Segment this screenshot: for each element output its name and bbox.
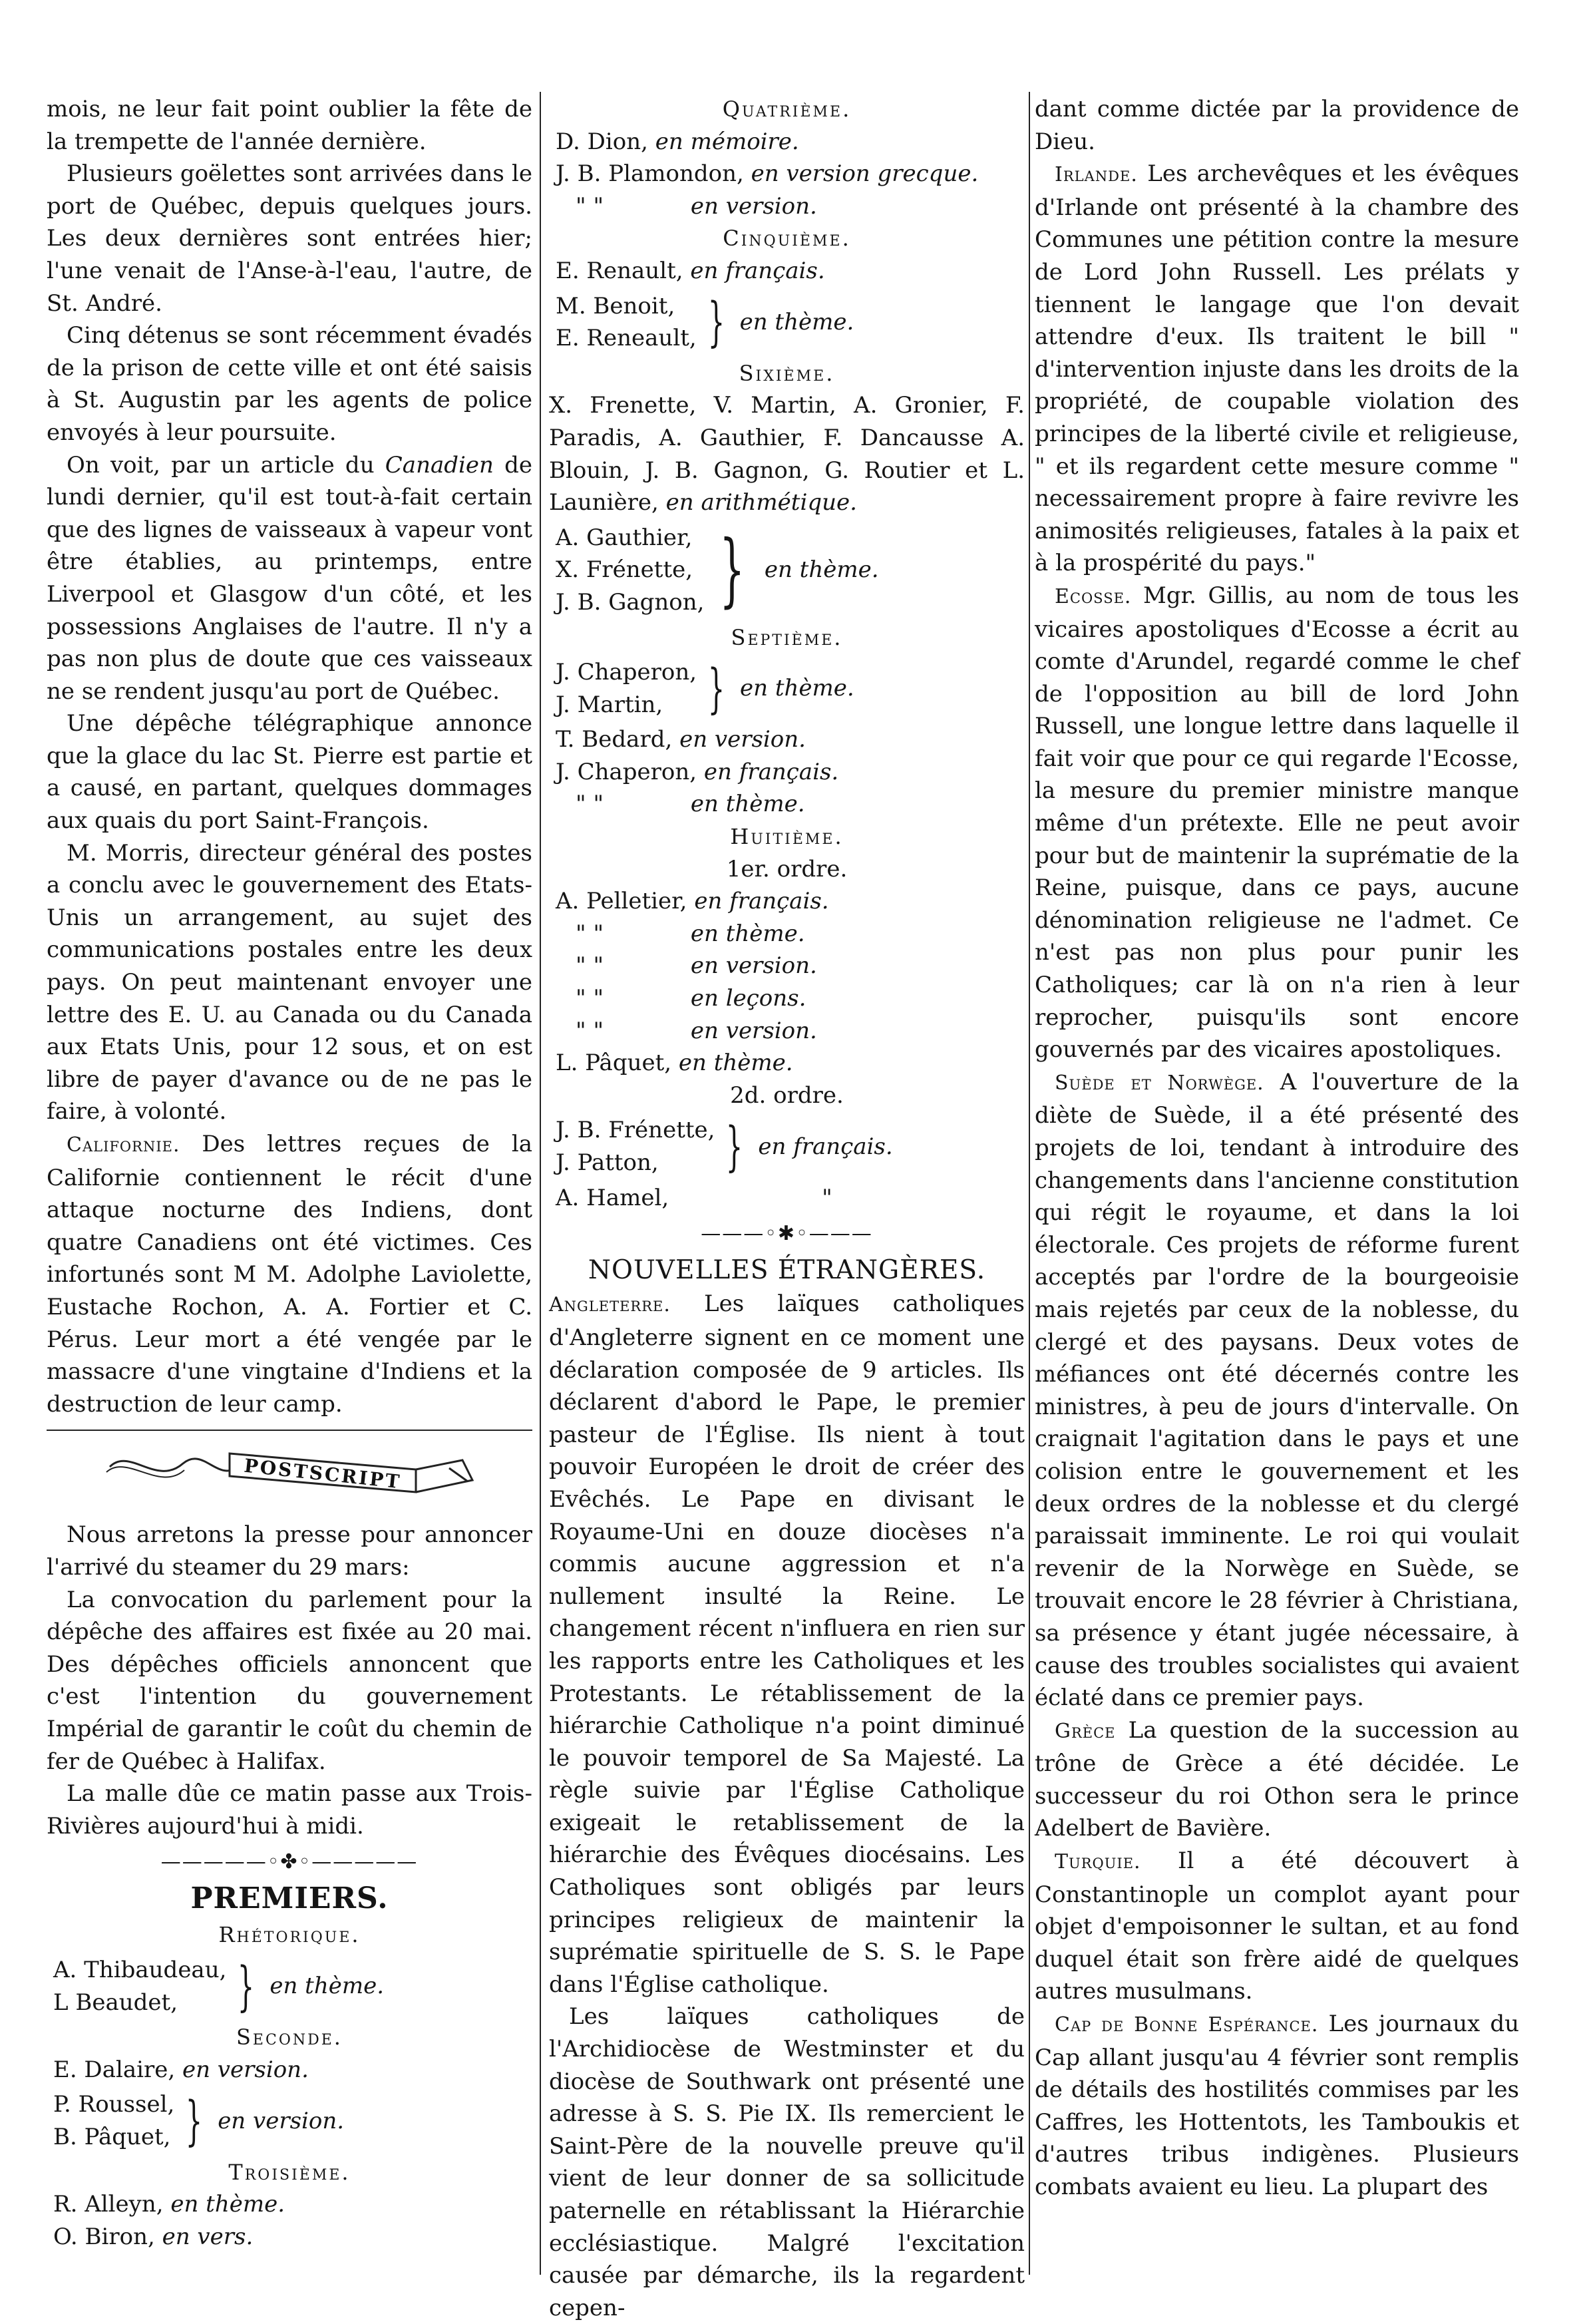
subject: en thème. xyxy=(678,1050,793,1077)
article-detenus: Cinq détenus se sont récemment évadés de la prison de cette ville et ont été saisis à St. Augustin par les agents de police envoyés à leur poursuite. xyxy=(47,322,532,446)
student-name: J. Martin, xyxy=(556,691,663,718)
nouvelles-etrangeres-title: NOUVELLES ÉTRANGÈRES. xyxy=(588,1255,986,1285)
student-name: O. Biron, xyxy=(53,2223,162,2250)
subject: en version. xyxy=(679,726,806,753)
rank-line xyxy=(549,885,1025,918)
ditto: " " xyxy=(576,791,611,818)
student-name: J. Chaperon, xyxy=(556,758,704,785)
section-head-ecosse: Ecosse. xyxy=(1055,584,1132,608)
student-names: X. Frenette, V. Martin, A. Gronier, F. Paradis, A. Gauthier, F. Dancausse A. Blouin, J. B. Gagnon, G. Routier et L. Launière, xyxy=(549,392,1025,516)
subject: en français. xyxy=(690,257,825,284)
rank-line xyxy=(47,2188,532,2221)
section-head-suede: Suède et Norwège. xyxy=(1055,1071,1264,1095)
subject: en vers. xyxy=(162,2223,254,2250)
names xyxy=(53,1954,226,2019)
article-vaisseaux xyxy=(47,449,532,708)
article-suede xyxy=(1035,1066,1519,1714)
ordre-2: 2d. ordre. xyxy=(730,1081,844,1109)
rank-line xyxy=(549,158,1025,190)
subject: en thème. xyxy=(690,791,805,818)
subject: en thème. xyxy=(690,920,805,947)
premiers-title: PREMIERS. xyxy=(190,1881,389,1915)
subject: en thème. xyxy=(739,308,854,335)
article-continuation: dant comme dictée par la providence de Dieu. xyxy=(1035,96,1519,155)
ditto: " " xyxy=(576,192,611,220)
section-head-turquie: Turquie. xyxy=(1055,1850,1141,1874)
article-californie xyxy=(47,1128,532,1420)
student-name: E. Dalaire, xyxy=(53,2056,182,2083)
subject: en thème. xyxy=(170,2191,285,2218)
postscript-parlement: La convocation du parlement pour la dépêche des affaires est fixée au 20 mai. Des dépêches officiels annoncent que c'est l'intention du gouvernement Impérial de garantir le coût du chemin de fer de Québec à Halifax. xyxy=(47,1586,532,1775)
subject: en version. xyxy=(690,952,817,980)
class-cinquieme: Cinquième. xyxy=(723,226,851,252)
rank-line xyxy=(47,2054,532,2086)
class-troisieme: Troisième. xyxy=(228,2159,351,2185)
divider xyxy=(47,1430,532,1431)
article-turquie xyxy=(1035,1845,1519,2008)
text: Les archevêques et les évêques d'Irlande ont présenté à la chambre des Communes une pétition contre la mesure de Lord John Russell. Les prélats y tiennent le langage que l'on devait attendre d'eux. Ils traitent le bill " d'intervention injuste dans les droits de la propriété, de coupable violation des principes de la liberté civile et religieuse, " et ils regardent cette mesure comme " necessairement propre à faire revivre les animosités religieuses, fatales à la paix et à la prospérité du pays." xyxy=(1035,160,1519,577)
text: Les journaux du Cap allant jusqu'au 4 février sont remplis de détails des hostilités commises par les Caffres, les Hottentots, les Tamboukis et d'autres tribus indigènes. Plusieurs combats avaient eu lieu. La plupart des xyxy=(1035,2011,1519,2200)
postscript-malle: La malle dûe ce matin passe aux Trois-Rivières aujourd'hui à midi. xyxy=(47,1780,532,1840)
article-grece xyxy=(1035,1714,1519,1845)
brace-group xyxy=(556,1114,1025,1179)
ditto: " " xyxy=(576,1017,611,1044)
text: Des lettres reçues de la Californie contiennent le récit d'une attaque nocturne des Indiens, dont quatre Canadiens ont été victimes. Ces infortunés sont M M. Adolphe Laviolette, Eustache Rochon, A. A. Fortier et C. Pérus. Leur mort a été vengée par le massacre d'une vingtaine d'Indiens et la destruction de leur camp. xyxy=(47,1131,532,1418)
column-rule-left xyxy=(540,92,541,2275)
rank-line xyxy=(549,1182,1025,1215)
text: A l'ouverture de la diète de Suède, il a été présenté des projets de loi, tendant à introduire des changements dans l'ancienne constitution qui régit le royaume, et dans la loi électorale. Ces projets de réforme furent acceptés par l'ordre de la bourgeoisie mais rejetés par ceux de la noblesse, du clergé et des paysans. Deux votes de méfiances ont été décernés contre les ministres, à peu de jours d'intervalle. On craignait l'agitation dans le pays et une colision entre le gouvernement et les deux ordres de la noblesse et du clergé paraissait imminente. Le roi qui voulait revenir de la Norwège en Suède, se trouvait encore le 28 février à Christiana, sa présence y étant jugée nécessaire, à cause des troubles socialistes qui avaient éclaté dans ce premier pays. xyxy=(1035,1068,1520,1712)
section-head-grece: Grèce xyxy=(1055,1719,1116,1743)
brace-icon: } xyxy=(238,1955,255,2017)
postscript-label: POSTSCRIPT xyxy=(243,1455,403,1493)
postscript-ribbon-icon xyxy=(103,1440,476,1500)
student-name: A. Hamel, xyxy=(556,1184,669,1211)
article-fete-trempette: mois, ne leur fait point oublier la fête de la trempette de l'année dernière. xyxy=(47,96,532,155)
article-irlande xyxy=(1035,158,1519,580)
student-name: J. B. Gagnon, xyxy=(556,588,705,616)
student-name: T. Bedard, xyxy=(556,726,680,753)
section-head-angleterre: Angleterre. xyxy=(549,1293,671,1317)
subject: en version. xyxy=(218,2107,345,2134)
names xyxy=(556,1114,715,1179)
brace-icon: } xyxy=(186,2090,203,2152)
names xyxy=(556,656,697,721)
text: La question de la succession au trône de Grèce a été décidée. Le successeur du roi Othon sera le prince Adelbert de Bavière. xyxy=(1035,1716,1519,1842)
rank-line xyxy=(549,982,1025,1015)
student-name: A. Thibaudeau, xyxy=(53,1957,227,1984)
section-head-irlande: Irlande. xyxy=(1055,163,1138,187)
class-seconde: Seconde. xyxy=(236,2025,343,2050)
text: Les laïques catholiques d'Angleterre signent en ce moment une déclaration composée de 9 articles. Ils déclarent d'abord le Pape, le premier pasteur de l'Église. Ils nient à tout pouvoir Européen le droit de créer des Evêchés. Le Pape en divisant le Royaume-Uni en douze diocèses n'a commis aucune aggression et n'a nullement insulté la Reine. Le changement récent n'influera en rien sur les rapports entre les Catholiques et les Protestants. Le rétablissement de la hiérarchie Catholique n'a point diminué le pouvoir temporel de Sa Majesté. La règle suivie par l'Église Catholique exigeait le retablissement de la hiérarchie des Évêques diocésains. Les Catholiques sont obligés par leurs principes religieux de maintenir la suprématie spirituelle de S. S. le Pape dans l'Église catholique. xyxy=(549,1290,1025,1998)
rank-line xyxy=(549,190,1025,223)
subject: en version. xyxy=(690,1017,817,1044)
article-postes: M. Morris, directeur général des postes a conclu avec le gouvernement des Etats-Unis un arrangement, au sujet des communications postales entre les deux pays. On peut maintenant envoyer une lettre des E. U. au Canada ou du Canada aux Etats Unis, pour 12 sous, et on est libre de payer d'avance ou de ne pas le faire, à volonté. xyxy=(47,839,532,1125)
student-name: R. Alleyn, xyxy=(53,2191,171,2218)
rank-line xyxy=(47,2221,532,2253)
ditto: " xyxy=(822,1184,832,1211)
class-huitieme: Huitième. xyxy=(730,824,844,850)
article-ecosse xyxy=(1035,580,1519,1066)
ditto: " " xyxy=(576,920,611,947)
subject: en thème. xyxy=(764,556,879,584)
names xyxy=(53,2088,174,2153)
article-cap xyxy=(1035,2008,1519,2204)
class-septieme: Septième. xyxy=(731,624,843,650)
rank-line xyxy=(549,788,1025,821)
rank-line xyxy=(549,1015,1025,1048)
subject: en version grecque. xyxy=(751,160,979,188)
subject: en français. xyxy=(694,888,829,915)
ordre-1: 1er. ordre. xyxy=(726,855,848,882)
ditto: " " xyxy=(576,985,611,1012)
brace-group xyxy=(556,656,1025,721)
column-2 xyxy=(549,93,1025,2324)
class-quatrieme: Quatrième. xyxy=(722,97,852,122)
student-name: B. Pâquet, xyxy=(53,2124,171,2151)
subject: en version. xyxy=(182,2056,309,2083)
student-name: J. Chaperon, xyxy=(556,659,697,686)
article-angleterre xyxy=(549,1288,1025,2001)
names xyxy=(556,522,704,619)
brace-icon: } xyxy=(707,291,725,353)
text: On voit, par un article du xyxy=(67,451,385,479)
article-goelettes: Plusieurs goëlettes sont arrivées dans le port de Québec, depuis quelques jours. Les deux dernières sont entrées hier; l'une venait de l'Anse-à-l'eau, l'autre, de St. André. xyxy=(47,160,532,317)
student-name: J. B. Frénette, xyxy=(556,1117,715,1144)
rank-line xyxy=(549,126,1025,158)
rank-line xyxy=(549,1047,1025,1079)
student-name: M. Benoit, xyxy=(556,292,675,319)
rank-line xyxy=(549,950,1025,982)
brace-icon: } xyxy=(719,523,745,616)
newspaper-title: Canadien xyxy=(385,451,494,479)
rank-line xyxy=(549,756,1025,789)
rank-line xyxy=(549,255,1025,288)
rank-line xyxy=(549,723,1025,756)
subject: en français. xyxy=(758,1133,893,1160)
brace-group xyxy=(556,522,1025,619)
postscript-banner xyxy=(47,1440,532,1500)
ornament-divider: ———◦✱◦——— xyxy=(701,1222,873,1246)
class-rhetorique: Rhétorique. xyxy=(218,1922,361,1948)
subject: en mémoire. xyxy=(655,128,799,155)
student-name: A. Pelletier, xyxy=(556,888,695,915)
student-name: L Beaudet, xyxy=(53,1989,178,2016)
subject: en arithmétique. xyxy=(665,489,857,516)
brace-icon: } xyxy=(707,657,725,719)
postscript-intro: Nous arretons la presse pour annoncer l'arrivé du steamer du 29 mars: xyxy=(47,1521,532,1581)
subject: en leçons. xyxy=(690,985,806,1012)
column-3 xyxy=(1035,93,1519,2204)
subject: en version. xyxy=(690,192,817,220)
student-name: J. B. Plamondon, xyxy=(556,160,751,188)
ditto: " " xyxy=(576,952,611,980)
student-name: L. Pâquet, xyxy=(556,1050,679,1077)
section-head-cap: Cap de Bonne Espérance. xyxy=(1055,2013,1319,2037)
column-1 xyxy=(47,93,532,2253)
section-head-californie: Californie. xyxy=(67,1133,180,1157)
subject: en thème. xyxy=(740,675,854,702)
brace-group xyxy=(53,2088,532,2153)
article-depeche-telegraphique: Une dépêche télégraphique annonce que la glace du lac St. Pierre est partie et a causé, en partant, quelques dommages aux quais du port Saint-François. xyxy=(47,710,532,835)
student-name: E. Renault, xyxy=(556,257,691,284)
names xyxy=(556,290,697,355)
text: Mgr. Gillis, au nom de tous les vicaires apostoliques d'Ecosse a écrit au comte d'Arundel, regardé comme le chef de l'opposition au bill de lord John Russell, une longue lettre dans laquelle il fait voir que pour ce qui regarde l'Ecosse, la mesure du premier ministre manque même d'un prétexte. Elle ne peut avoir pour but de maintenir la suprématie de la Reine, puisque, dans ce pays, aucune dénomination religieuse ne l'admet. Ce n'est pas non plus pour punir les Catholiques; car là on n'a rien à leur reprocher, puisqu'ils sont encore gouvernés par des vicaires apostoliques. xyxy=(1035,582,1519,1064)
student-name: P. Roussel, xyxy=(53,2091,175,2118)
brace-group xyxy=(53,1954,532,2019)
student-name: A. Gauthier, xyxy=(556,524,693,551)
column-rule-right xyxy=(1029,92,1030,2275)
brace-icon: } xyxy=(726,1115,743,1177)
text: Il a été découvert à Constantinople un complot ayant pour objet d'empoisonner le sultan, et au fond duquel était son frère aidé de quelques autres musulmans. xyxy=(1035,1847,1519,2005)
ornament-divider: —————◦✤◦————— xyxy=(160,1850,419,1874)
subject: en français. xyxy=(703,758,839,785)
student-name: J. Patton, xyxy=(556,1149,659,1176)
rank-line xyxy=(549,918,1025,950)
rank-paragraph xyxy=(549,389,1025,518)
class-sixieme: Sixième. xyxy=(739,360,835,386)
brace-group xyxy=(556,290,1025,355)
text: de lundi dernier, qu'il est tout-à-fait certain que des lignes de vaisseaux à vapeur vont être établies, au printemps, entre Liverpool et Glasgow d'un côté, et les possessions Anglaises de l'autre. Il n'y a pas non plus de doute que ces vaisseaux ne se rendent jusqu'au port de Québec. xyxy=(47,451,532,705)
student-name: D. Dion, xyxy=(556,128,655,155)
student-name: E. Reneault, xyxy=(556,325,697,352)
student-name: X. Frénette, xyxy=(556,556,693,584)
subject: en thème. xyxy=(269,1973,385,2000)
article-westminster: Les laïques catholiques de l'Archidiocèse de Westminster et du diocèse de Southwark ont présenté une adresse à S. S. Pie IX. Ils remercient le Saint-Père de la nouvelle preuve qu'il vient de leur donner de sa sollicitude paternelle en rétablissant la Hiérarchie ecclésiastique. Malgré l'excitation causée par démarche, ils la regardent cepen- xyxy=(549,2003,1025,2321)
